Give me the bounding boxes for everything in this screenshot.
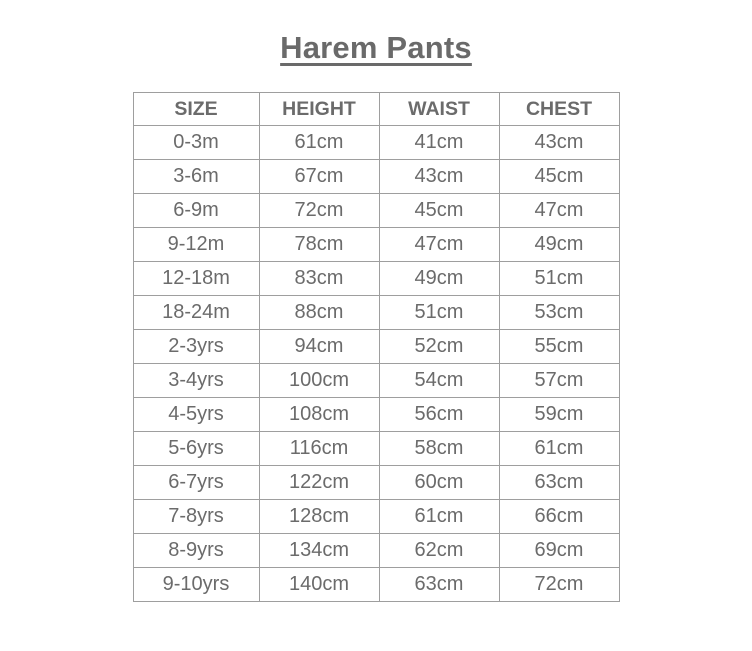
cell-height: 140cm [259, 568, 379, 602]
cell-height: 134cm [259, 534, 379, 568]
cell-size: 12-18m [133, 262, 259, 296]
cell-chest: 45cm [499, 160, 619, 194]
cell-waist: 60cm [379, 466, 499, 500]
cell-size: 7-8yrs [133, 500, 259, 534]
cell-waist: 52cm [379, 330, 499, 364]
table-row [133, 568, 619, 602]
cell-waist: 62cm [379, 534, 499, 568]
cell-height: 67cm [259, 160, 379, 194]
table-row [133, 330, 619, 364]
cell-size: 3-6m [133, 160, 259, 194]
column-header-waist: WAIST [379, 93, 499, 126]
cell-height: 128cm [259, 500, 379, 534]
cell-waist: 63cm [379, 568, 499, 602]
cell-chest: 49cm [499, 228, 619, 262]
cell-waist: 43cm [379, 160, 499, 194]
cell-chest: 47cm [499, 194, 619, 228]
cell-size: 6-7yrs [133, 466, 259, 500]
cell-chest: 51cm [499, 262, 619, 296]
cell-waist: 51cm [379, 296, 499, 330]
table-header [133, 93, 619, 126]
size-chart-table [133, 92, 620, 602]
cell-height: 94cm [259, 330, 379, 364]
table-row [133, 126, 619, 160]
column-header-chest: CHEST [499, 93, 619, 126]
cell-size: 3-4yrs [133, 364, 259, 398]
cell-chest: 59cm [499, 398, 619, 432]
table-row [133, 534, 619, 568]
table-row [133, 432, 619, 466]
cell-chest: 61cm [499, 432, 619, 466]
cell-size: 0-3m [133, 126, 259, 160]
cell-height: 83cm [259, 262, 379, 296]
cell-waist: 45cm [379, 194, 499, 228]
cell-waist: 41cm [379, 126, 499, 160]
cell-chest: 57cm [499, 364, 619, 398]
cell-size: 5-6yrs [133, 432, 259, 466]
table-row [133, 262, 619, 296]
column-header-size: SIZE [133, 93, 259, 126]
cell-chest: 43cm [499, 126, 619, 160]
table-row [133, 228, 619, 262]
cell-height: 61cm [259, 126, 379, 160]
cell-chest: 63cm [499, 466, 619, 500]
cell-chest: 66cm [499, 500, 619, 534]
cell-height: 72cm [259, 194, 379, 228]
cell-height: 122cm [259, 466, 379, 500]
cell-height: 100cm [259, 364, 379, 398]
cell-waist: 61cm [379, 500, 499, 534]
cell-height: 88cm [259, 296, 379, 330]
cell-height: 78cm [259, 228, 379, 262]
cell-waist: 54cm [379, 364, 499, 398]
cell-size: 18-24m [133, 296, 259, 330]
cell-waist: 49cm [379, 262, 499, 296]
cell-chest: 55cm [499, 330, 619, 364]
table-body [133, 126, 619, 602]
table-header-row [133, 93, 619, 126]
cell-size: 6-9m [133, 194, 259, 228]
page-title: Harem Pants [280, 30, 472, 65]
table-row [133, 194, 619, 228]
cell-chest: 53cm [499, 296, 619, 330]
table-row [133, 500, 619, 534]
cell-waist: 47cm [379, 228, 499, 262]
cell-height: 108cm [259, 398, 379, 432]
cell-height: 116cm [259, 432, 379, 466]
cell-waist: 56cm [379, 398, 499, 432]
cell-size: 2-3yrs [133, 330, 259, 364]
table-row [133, 296, 619, 330]
cell-size: 9-12m [133, 228, 259, 262]
cell-size: 4-5yrs [133, 398, 259, 432]
cell-size: 9-10yrs [133, 568, 259, 602]
size-chart-container [0, 92, 752, 602]
table-row [133, 466, 619, 500]
column-header-height: HEIGHT [259, 93, 379, 126]
cell-size: 8-9yrs [133, 534, 259, 568]
cell-chest: 72cm [499, 568, 619, 602]
cell-waist: 58cm [379, 432, 499, 466]
table-row [133, 160, 619, 194]
cell-chest: 69cm [499, 534, 619, 568]
table-row [133, 398, 619, 432]
table-row [133, 364, 619, 398]
